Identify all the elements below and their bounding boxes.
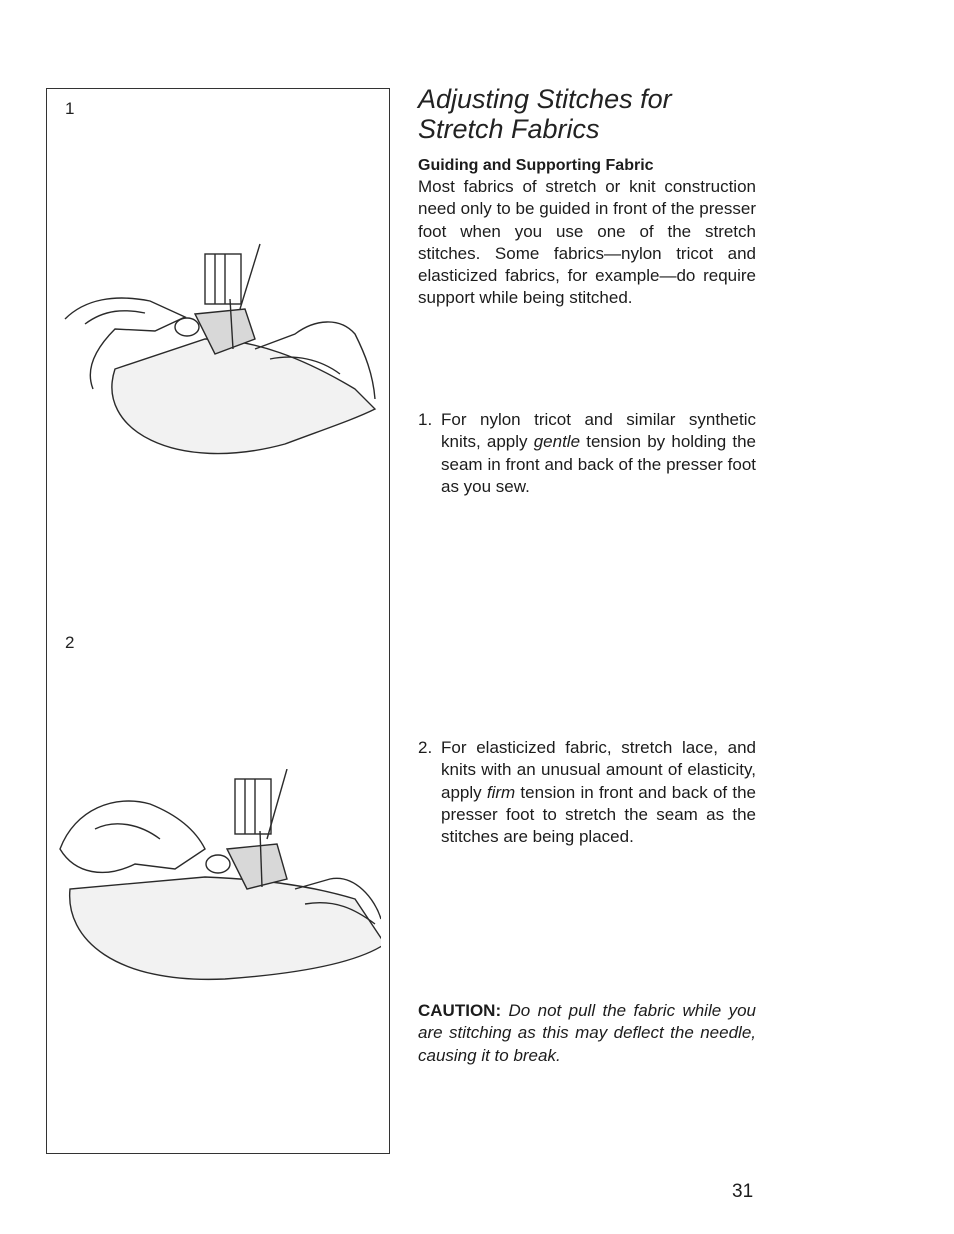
step-2-emphasis: firm bbox=[486, 782, 516, 802]
step-2-text bbox=[441, 737, 756, 848]
figure-2-number: 2 bbox=[65, 633, 75, 652]
step-1 bbox=[418, 409, 756, 498]
title-line-2: Stretch Fabrics bbox=[418, 114, 600, 144]
figure-2-illustration bbox=[55, 769, 381, 999]
step-2-text-before: For elasticized fabric, stretch lace, and knits with an unusual amount of elasticity, apply bbox=[441, 738, 756, 802]
figure-1-number: 1 bbox=[65, 99, 75, 118]
step-1-text-after: tension by holding the seam in front and back of the presser foot as you sew. bbox=[441, 432, 757, 496]
step-1-emphasis: gentle bbox=[533, 432, 581, 452]
caution-note bbox=[418, 1000, 756, 1067]
step-1-number: 1. bbox=[418, 410, 433, 429]
title-line-1: Adjusting Stitches for bbox=[418, 84, 672, 114]
caution-text: Do not pull the fabric while you are stitching as this may deflect the needle, causing it to break. bbox=[418, 1001, 756, 1065]
step-1-text-before: For nylon tricot and similar synthetic knits, apply bbox=[441, 410, 756, 452]
step-2-text-after: tension in front and back of the presser foot to stretch the seam as the stitches are being placed. bbox=[441, 782, 756, 847]
step-2 bbox=[418, 737, 756, 848]
step-2-number: 2. bbox=[418, 738, 433, 757]
caution-label: CAUTION: bbox=[418, 1001, 502, 1020]
step-1-text bbox=[441, 409, 756, 498]
page-title bbox=[418, 84, 756, 144]
figure-1-illustration bbox=[55, 239, 381, 479]
intro-paragraph: Most fabrics of stretch or knit construction need only to be guided in front of the presser foot when you use one of the stretch stitches. Some fabrics—nylon tricot and elasticized fabrics, for example—do require support while being stitched. bbox=[418, 177, 756, 308]
page-number: 31 bbox=[732, 1181, 754, 1202]
figure-panel bbox=[46, 88, 390, 1154]
subheading: Guiding and Supporting Fabric bbox=[418, 157, 654, 174]
content-column bbox=[418, 84, 756, 310]
